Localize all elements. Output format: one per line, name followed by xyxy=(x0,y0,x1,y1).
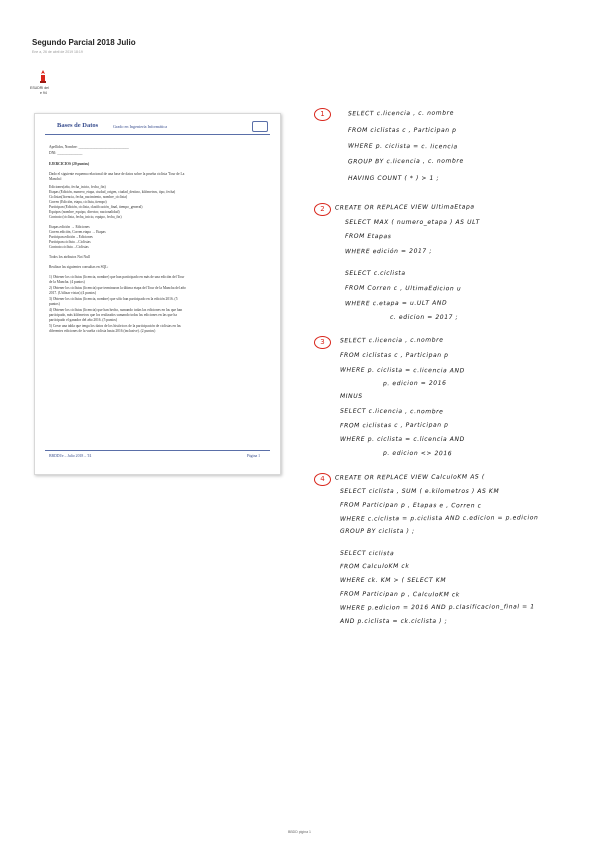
handwritten-sql-line: WHERE p. ciclista = c.licencia AND xyxy=(339,366,465,375)
logo-caption xyxy=(30,86,49,96)
exam-line: Corren.edición, Corren.etapa → Etapas xyxy=(49,230,106,234)
handwritten-sql-line: SELECT ciclista , SUM ( e.kilometros ) AS KM xyxy=(340,488,500,495)
handwritten-sql-line: WHERE p.edicion = 2016 AND p.clasificacion_final = 1 xyxy=(339,603,535,612)
handwritten-sql-line: FROM Etapas xyxy=(344,232,392,241)
answer-number-badge: 1 xyxy=(314,108,331,121)
exam-line: Participan.edición→Ediciones xyxy=(49,235,93,239)
handwritten-sql-line: SELECT ciclista xyxy=(339,549,395,558)
handwritten-sql-line: CREATE OR REPLACE VIEW UltimaEtapa xyxy=(334,203,475,212)
handwritten-sql-line: WHERE p. ciclista = c. licencia xyxy=(347,142,458,151)
exam-line: 2017. (Utilizar vistas) (4 puntos) xyxy=(49,291,97,295)
exam-line: de la Mancha. (4 puntos) xyxy=(49,280,85,284)
exam-line: Mancha': xyxy=(49,177,63,181)
handwritten-sql-line: WHERE c.etapa = u.ULT AND xyxy=(344,299,448,308)
document-meta: Ene a, 26 de abril de 2019 18:19 xyxy=(32,50,83,54)
handwritten-sql-line: GROUP BY ciclista ) ; xyxy=(340,528,415,535)
exam-line: Etapas (Edición, numero_etapa, ciudad_origen, ciudad_destino, kilómetros, tipo, fecha) xyxy=(49,190,176,194)
exam-line: 2) Obtener los ciclistas (licencia) que terminaron la última etapa del Tour de la Mancha del año xyxy=(49,286,186,290)
exam-page-number: Página 1 xyxy=(246,454,260,458)
handwritten-sql-line: WHERE edición = 2017 ; xyxy=(344,247,432,256)
exam-line: Equipos (nombre_equipo, director, nacionalidad) xyxy=(49,210,120,214)
exam-line: puntos) xyxy=(49,302,60,306)
handwritten-sql-line: SELECT c.licencia , c.nombre xyxy=(339,336,444,345)
exam-degree-subtitle: Grado en Ingeniería Informática xyxy=(113,124,168,129)
exam-sheet xyxy=(34,113,281,475)
handwritten-sql-line: WHERE c.ciclista = p.ciclista AND c.edicion = p.edicion xyxy=(339,514,539,523)
handwritten-sql-line: SELECT MAX ( numero_etapa ) AS ULT xyxy=(345,219,480,226)
answer-number-badge: 4 xyxy=(314,473,331,486)
exam-sheet-header xyxy=(45,122,270,135)
handwritten-sql-line: WHERE p. ciclista = c.licencia AND xyxy=(340,436,465,443)
exam-line: participado el ganador del año 2016. (5 puntos) xyxy=(49,318,118,322)
exam-line: 5) Crear una tabla que tenga los datos de los históricos de la participación de ciclistas en las xyxy=(49,324,181,328)
handwritten-sql-line: GROUP BY c.licencia , c. nombre xyxy=(347,157,464,166)
handwritten-sql-line: FROM Participan p , Etapas e , Corren c xyxy=(339,501,482,510)
exam-line: EJERCICIOS (20 puntos) xyxy=(49,162,90,166)
exam-line: participado, más kilómetros que los realizados sumando todas las ediciones en las que ha xyxy=(49,313,177,317)
handwritten-sql-line: HAVING COUNT ( * ) > 1 ; xyxy=(348,175,440,182)
exam-line: Etapas.edición → Ediciones xyxy=(49,225,90,229)
logo-caption-line: e 94 xyxy=(40,91,47,95)
handwritten-sql-line: FROM CalculoKM ck xyxy=(339,562,410,571)
exam-line: Ediciones(año, fecha_inicio, fecha_fin) xyxy=(49,185,106,189)
handwritten-sql-line: FROM ciclistas c , Participan p xyxy=(348,127,457,134)
exam-line: Ciclistas(licencia, fecha_nacimiento, nombre_ciclista) xyxy=(49,195,128,199)
handwritten-sql-line: FROM Participan p , CalculoKM ck xyxy=(339,590,460,599)
answer-number-badge: 3 xyxy=(314,336,331,349)
exam-footer-rule xyxy=(45,450,270,451)
exam-subject-title: Bases de Datos xyxy=(57,122,99,129)
handwritten-sql-line: SELECT c.licencia , c. nombre xyxy=(347,109,455,118)
handwritten-sql-line: WHERE ck. KM > ( SELECT KM xyxy=(340,577,447,584)
handwritten-sql-line: FROM Corren c , UltimaEdicion u xyxy=(344,284,462,293)
handwritten-sql-line: FROM ciclistas c , Participan p xyxy=(339,421,449,430)
exam-line: Realizar las siguientes consultas en SQL: xyxy=(49,265,109,269)
exam-line: Corren (Edición, etapa, ciclista, tiempo) xyxy=(49,200,107,204)
exam-line: Todos los atributos Not Null xyxy=(49,255,90,259)
page-footer: BBDD pigina 1 xyxy=(288,830,311,834)
exam-line: Contrato.ciclista→Ciclistas xyxy=(49,245,89,249)
exam-line: diferentes ediciones de la vuelta ciclista hasta 2016 (inclusive). (2 puntos) xyxy=(49,329,156,333)
exam-logo-icon xyxy=(252,121,268,132)
exam-line: DNI: ______________ xyxy=(49,151,83,155)
logo-caption-line: ESUDRI del xyxy=(30,86,49,90)
exam-line: 3) Obtener los ciclistas (licencia, nombre) que sólo han participado en la edición 2016. (5 xyxy=(49,297,178,301)
exam-line: Contrato (ciclista, fecha_inicio, equipo, fecha_fin) xyxy=(49,215,122,219)
exam-line: 4) Obtener los ciclistas (licencia) que han hecho, sumando todas las ediciones en las que han xyxy=(49,308,183,312)
handwritten-sql-line: AND p.ciclista = ck.ciclista ) ; xyxy=(340,618,448,625)
exam-line: Apellidos, Nombre: ____________________________ xyxy=(49,145,129,149)
handwritten-sql-line: FROM ciclistas c , Participan p xyxy=(340,352,449,359)
handwritten-sql-line: MINUS xyxy=(340,393,363,400)
handwritten-sql-line: c. edicion = 2017 ; xyxy=(390,314,459,321)
exam-footer-left: BBDDI/e – Julio 2018 – T4 xyxy=(49,454,92,458)
handwritten-sql-line: p. edicion <> 2016 xyxy=(382,449,453,458)
exam-line: Participan (Edición, ciclista, clasificación_final, tiempo_general) xyxy=(49,205,143,209)
university-logo-icon xyxy=(38,70,48,84)
answer-number-badge: 2 xyxy=(314,203,331,216)
handwritten-sql-line: SELECT c.ciclista xyxy=(345,270,406,277)
exam-line: 1) Obtener los ciclistas (licencia, nombre) que han participado en más de una edición del Tour xyxy=(49,275,185,279)
document-title: Segundo Parcial 2018 Julio xyxy=(32,38,136,47)
exam-line: Dado el siguiente esquema relacional de una base de datos sobre la prueba ciclista 'Tour de La xyxy=(49,172,185,176)
handwritten-sql-line: p. edicion = 2016 xyxy=(382,379,447,388)
handwritten-sql-line: CREATE OR REPLACE VIEW CalculoKM AS ( xyxy=(334,473,485,482)
exam-line: Participan.ciclista→Ciclistas xyxy=(49,240,91,244)
handwritten-sql-line: SELECT c.licencia , c.nombre xyxy=(339,407,444,416)
